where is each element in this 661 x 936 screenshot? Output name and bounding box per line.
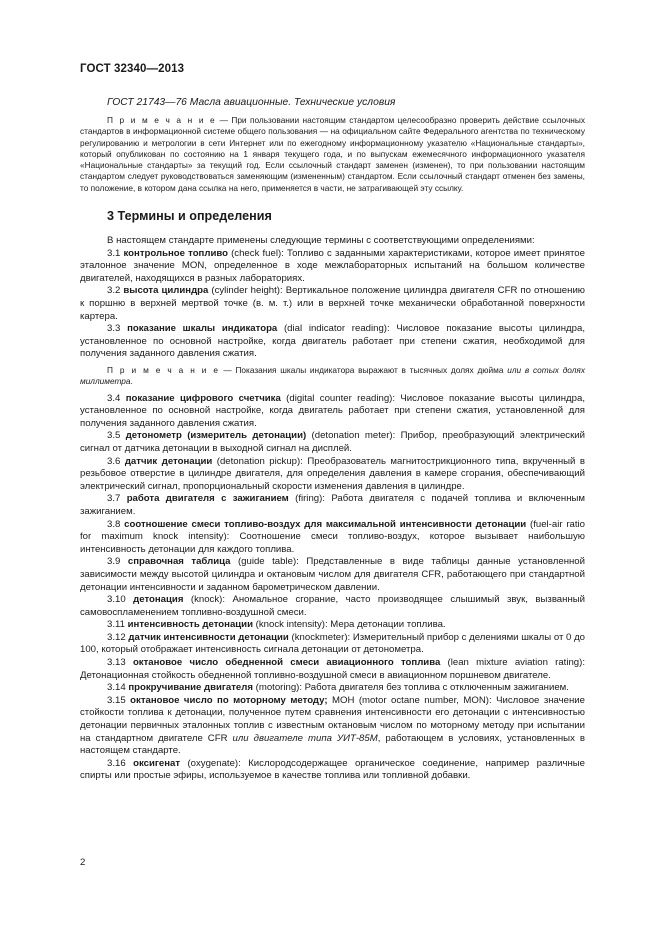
term-definition bbox=[80, 248, 585, 286]
term-name: показание шкалы индикатора bbox=[127, 323, 278, 335]
reference-entry: ГОСТ 21743—76 Масла авиационные. Технические условия bbox=[107, 97, 396, 108]
term-definition bbox=[80, 758, 585, 783]
term-definition bbox=[80, 493, 585, 518]
term-name: показание цифрового счетчика bbox=[125, 392, 281, 404]
note-label: П р и м е ч а н и е bbox=[107, 115, 217, 125]
term-text: (knockmeter): Измерительный прибор с делениями шкалы от 0 до 100, который отображает интенсивность сигнала детонации от детонометра. bbox=[80, 631, 586, 656]
section-intro: В настоящем стандарте применены следующие термины с соответствующими определениями: bbox=[107, 235, 535, 247]
term-definition bbox=[80, 682, 585, 695]
term-end: , работающем в условиях, установленных в настоящем стандарте. bbox=[80, 732, 585, 757]
term-text: МОН (motor octane number, MON): Числовое значение стойкости топлива к детонации, полученное путем сравнения интенсивности его детонации с интенсивностью детонации первичных эталонных топлив с известным октановым числом по моторному методу при испытании на стандартном двигателе CFR bbox=[80, 694, 585, 744]
term-number: 3.10 bbox=[107, 594, 126, 606]
term-name: датчик детонации bbox=[124, 455, 213, 467]
terms-list bbox=[80, 393, 585, 783]
term-text: (detonation meter): Прибор, преобразующий электрический сигнал от датчика детонации в выходной сигнал на дисплей. bbox=[80, 430, 586, 454]
term-definition bbox=[80, 594, 585, 619]
term-text: (guide table): Представленные в виде таблицы данные установленной зависимости между высотой цилиндра и октановым числом для двигателя CFR, работающего при стандартной детонации интенсивности и заданном барометрическом давлении. bbox=[80, 556, 585, 593]
term-italic-text: или двигателе типа УИТ-85М bbox=[232, 732, 378, 744]
term-name: справочная таблица bbox=[127, 556, 231, 568]
term-name: соотношение смеси топливо-воздух для максимальной интенсивности детонации bbox=[124, 518, 527, 530]
term-text: (knock): Аномальное сгорание, часто производящее слышимый звук, вызванный самовоспламенением топливно-воздушной смеси. bbox=[80, 594, 585, 618]
term-name: октановое число обедненной смеси авиационного топлива bbox=[132, 657, 441, 669]
term-definition bbox=[80, 456, 585, 494]
term-definition bbox=[80, 519, 585, 557]
term-definition bbox=[80, 285, 585, 323]
term-number: 3.16 bbox=[107, 757, 126, 769]
page-number: 2 bbox=[80, 857, 86, 868]
term-number: 3.4 bbox=[107, 392, 121, 404]
term-number: 3.15 bbox=[107, 694, 126, 706]
note-italic-text: или в сотых долях миллиметра bbox=[80, 365, 586, 387]
term-text: (lean mixture aviation rating): Детонационная стойкость обедненной топливно-воздушной смеси в авиационном поршневом двигателе. bbox=[80, 657, 586, 681]
term-number: 3.8 bbox=[107, 518, 121, 530]
terms-list bbox=[80, 248, 585, 361]
term-number: 3.6 bbox=[107, 455, 121, 467]
term-number: 3.2 bbox=[107, 285, 121, 297]
term-number: 3.5 bbox=[107, 430, 121, 442]
term-number: 3.11 bbox=[107, 619, 125, 631]
term-name: высота цилиндра bbox=[123, 285, 209, 297]
term-text: (digital counter reading): Числовое показание высоты цилиндра, установленное по основной настройке, когда двигатель работает при степени сжатия, установленной для получения заданного давления сжатия. bbox=[80, 392, 585, 429]
note-text: — Показания шкалы индикатора выражают в тысячных долях дюйма bbox=[219, 365, 508, 376]
term-text: (detonation pickup): Преобразователь магнитострикционного типа, вкрученный в резьбовое отверстие в цилиндре двигателя, для определения давления в камере сгорания, обеспечивающий электрический сигнал, пропорциональный скорости изменения давления в цилиндре. bbox=[80, 455, 585, 492]
term-definition bbox=[80, 657, 585, 682]
term-name: контрольное топливо bbox=[123, 247, 228, 259]
note-end: . bbox=[130, 376, 133, 387]
term-definition bbox=[80, 619, 585, 632]
term-name: детонация bbox=[133, 594, 184, 606]
term-name: интенсивность детонации bbox=[127, 619, 253, 631]
document-header: ГОСТ 32340—2013 bbox=[80, 63, 185, 75]
term-definition bbox=[80, 430, 585, 455]
term-number: 3.12 bbox=[107, 631, 126, 643]
term-text: (oxygenate): Кислородсодержащее органическое соединение, например различные спирты или простые эфиры, используемое в качестве топлива или топливной добавки. bbox=[80, 757, 585, 782]
term-number: 3.3 bbox=[107, 323, 121, 335]
note-dial-indicator bbox=[80, 365, 585, 388]
term-number: 3.9 bbox=[107, 556, 121, 568]
document-body bbox=[80, 96, 585, 783]
term-text: (knock intensity): Мера детонации топлива. bbox=[252, 619, 446, 631]
term-text: (firing): Работа двигателя с подачей топлива и включенным зажиганием. bbox=[80, 493, 585, 517]
term-text: (dial indicator reading): Числовое показание высоты цилиндра, установленное по основной настройке, когда двигатель работает при степени сжатия, необходимой для получения заданного давления сжатия. bbox=[80, 323, 585, 360]
term-name: детонометр (измеритель детонации) bbox=[125, 430, 307, 442]
term-definition bbox=[80, 556, 585, 594]
term-text: (cylinder height): Вертикальное положение цилиндра двигателя CFR по отношению к поршню в верхней мертвой точке (в. м. т.) или в верхней точке механически обработанной поверхности картера. bbox=[80, 285, 585, 322]
term-text: (motoring): Работа двигателя без топлива с отключенным зажиганием. bbox=[252, 682, 569, 694]
term-name: прокручивание двигателя bbox=[128, 682, 253, 694]
term-name: работа двигателя с зажиганием bbox=[126, 493, 289, 505]
note-standards bbox=[80, 115, 585, 194]
term-number: 3.13 bbox=[107, 657, 126, 669]
term-name: оксигенат bbox=[133, 757, 181, 769]
section-title: 3 Термины и определения bbox=[107, 209, 272, 224]
term-number: 3.14 bbox=[107, 682, 126, 694]
term-definition bbox=[80, 393, 585, 431]
term-text: (fuel-air ratio for maximum knock intensity): Соотношение смеси топливо-воздух, которое вызывает наибольшую интенсивность детонации для каждого топлива. bbox=[80, 518, 586, 555]
term-name: октановое число по моторному методу; bbox=[130, 694, 328, 706]
term-text: (check fuel): Топливо с заданными характеристиками, которое имеет принятое эталонное значение MON, определенное в ходе межлабораторных испытаний на большом количестве двигателей, находящихся в разных лабораториях. bbox=[80, 247, 585, 284]
note-label: П р и м е ч а н и е bbox=[107, 365, 220, 376]
term-definition bbox=[80, 323, 585, 361]
term-name: датчик интенсивности детонации bbox=[128, 631, 289, 643]
note-text: — При пользовании настоящим стандартом целесообразно проверить действие ссылочных стандартов в информационной системе общего пользования — на официальном сайте Федерального агентства по техническому регулированию и метрологии в сети Интернет или по ежегодному информационному указателю «Национальные стандарты», который опубликован по состоянию на 1 января текущего года, и по выпускам ежемесячного информационного указателя «Национальные стандарты» за текущий год. Если ссылочный стандарт заменен (изменен), то при пользовании настоящим стандартом следует руководствоваться заменяющим (измененным) стандартом. Если ссылочный стандарт отменен без замены, то положение, в котором дана ссылка на него, применяется в части, не затрагивающей эту ссылку. bbox=[80, 115, 585, 193]
term-definition bbox=[80, 632, 585, 657]
term-number: 3.7 bbox=[107, 493, 121, 505]
term-number: 3.1 bbox=[107, 247, 121, 259]
term-definition bbox=[80, 695, 585, 758]
